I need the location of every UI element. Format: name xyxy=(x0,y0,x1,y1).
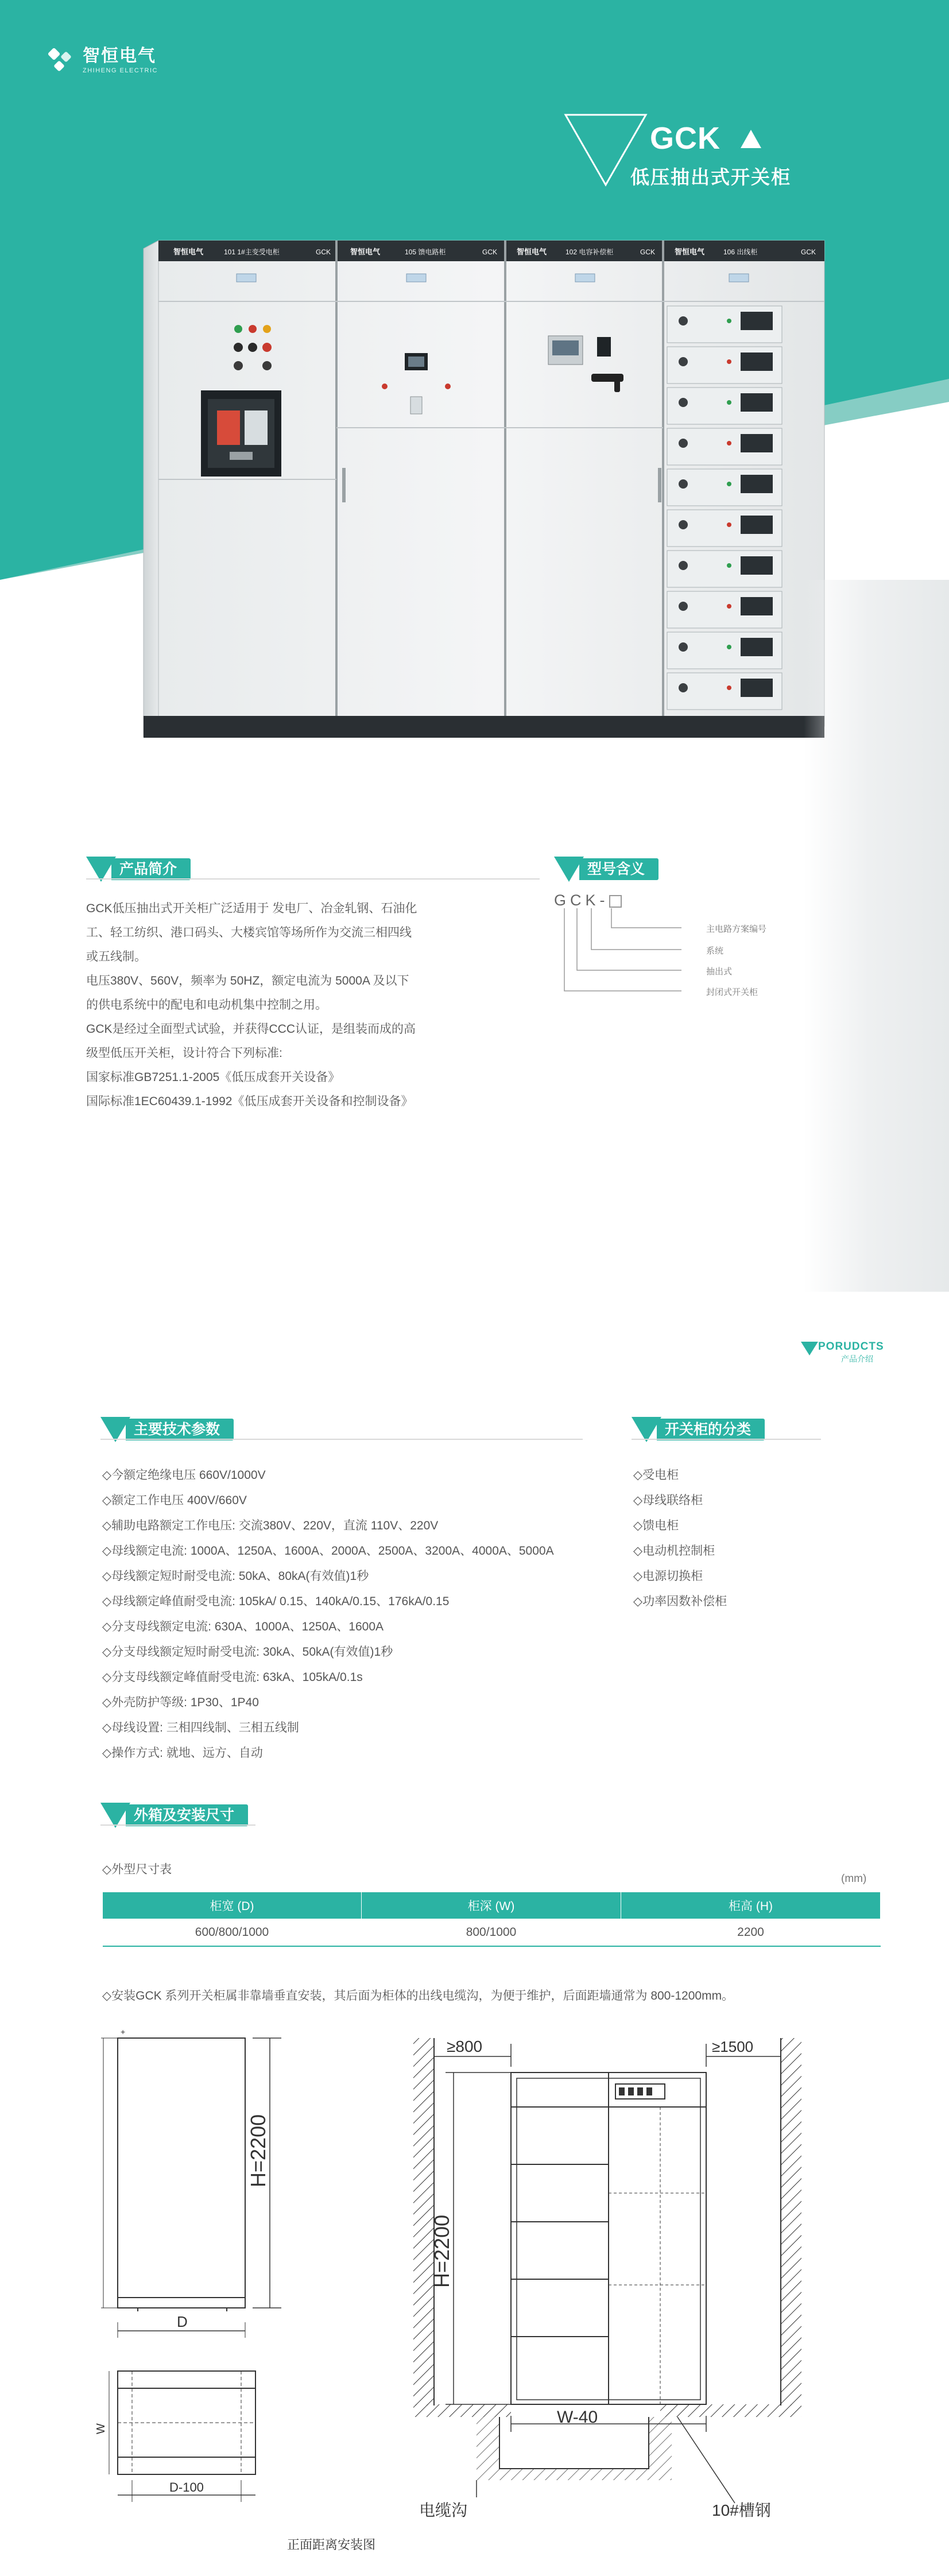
drawer-handle xyxy=(679,683,688,692)
product-title: GCK xyxy=(650,121,721,156)
channel-steel-label: 10#槽钢 xyxy=(712,2501,771,2519)
cabinet-label-1: 101 1#主变受电柜 xyxy=(224,248,280,256)
drawer-lamp xyxy=(727,685,731,690)
dimensions-heading-line xyxy=(100,1824,255,1826)
drawer-meter xyxy=(741,393,773,412)
install-height-label: H=2200 xyxy=(430,2214,454,2288)
param-item: ◇今额定绝缘电压 660V/1000V xyxy=(102,1469,266,1482)
params-heading-line xyxy=(100,1439,583,1440)
intro-text: GCK低压抽出式开关柜广泛适用于 发电厂、冶金轧钢、石油化 工、轻工纺织、港口码头、大楼宾馆等场所作为交流三相四线 或五线制。 电压380V、560V，频率为 50HZ，额定电流为 5000A 及以下 的供电系统中的配电和电动机集中控制之用。 GCK是经过全面型式试验，并获得CCC认证，是组装而成的高 级型低压开关柜，设计符合下列标准: 国家标准GB7251.1-2005《低压成套开关设备》 国际标准1EC60439.1-1992《低压成套开关设备和控制设备》 xyxy=(86,902,417,1108)
drawer-meter xyxy=(741,556,773,575)
drawer-meter xyxy=(741,638,773,656)
front-clearance: ≥800 xyxy=(447,2037,483,2055)
param-item: ◇母线额定峰值耐受电流: 105kA/ 0.15、140kA/0.15、176kA/0.15 xyxy=(102,1595,450,1608)
params-heading: 主要技术参数 xyxy=(100,1417,234,1442)
model-box-icon xyxy=(609,895,622,908)
dimensions-table xyxy=(102,1892,881,1947)
right-decor-stripe xyxy=(804,580,949,1292)
drawer-lamp xyxy=(727,563,731,568)
drawer-meter xyxy=(741,434,773,452)
cabinet-label-4: 106 出线柜 xyxy=(723,248,758,256)
svg-text:GCK: GCK xyxy=(801,248,816,256)
param-item: ◇分支母线额定电流: 630A、1000A、1250A、1600A xyxy=(102,1620,384,1633)
param-item: ◇分支母线额定峰值耐受电流: 63kA、105kA/0.1s xyxy=(102,1671,363,1684)
param-item: ◇母线额定短时耐受电流: 50kA、80kA(有效值)1秒 xyxy=(102,1570,369,1583)
drawer-handle xyxy=(679,520,688,529)
classification-heading-line xyxy=(632,1439,821,1440)
brand-mark-icon xyxy=(47,46,77,76)
drawer-handle xyxy=(679,357,688,366)
svg-text:GCK: GCK xyxy=(316,248,331,256)
svg-text:+: + xyxy=(121,2027,126,2036)
drawer-lamp xyxy=(727,645,731,649)
param-item: ◇额定工作电压 400V/660V xyxy=(102,1494,247,1507)
depth-label: D xyxy=(177,2313,188,2330)
model-label-3: 抽出式 xyxy=(706,967,733,977)
drawer-lamp xyxy=(727,482,731,486)
param-item: ◇辅助电路额定工作电压: 交流380V、220V，直流 110V、220V xyxy=(102,1519,439,1532)
drawer-meter xyxy=(741,312,773,330)
svg-text:智恒电气: 智恒电气 xyxy=(517,247,547,256)
cabinet-label-2: 105 馈电路柜 xyxy=(405,248,446,256)
model-label-4: 封闭式开关柜 xyxy=(706,987,758,997)
drawer-meter xyxy=(741,597,773,615)
table-unit: (mm) xyxy=(841,1873,867,1885)
table-row: 600/800/1000 800/1000 2200 xyxy=(103,1919,881,1947)
drawer-lamp xyxy=(727,441,731,446)
bottom-width-label: D-100 xyxy=(169,2480,204,2494)
front-elevation-drawing xyxy=(86,2021,376,2572)
classification-heading: 开关柜的分类 xyxy=(632,1417,765,1442)
model-heading: 型号含义 xyxy=(554,857,659,882)
class-item: ◇母线联络柜 xyxy=(633,1494,703,1507)
drawer-handle xyxy=(679,316,688,326)
height-label: H=2200 xyxy=(246,2114,270,2187)
brand-name-en: ZHIHENG ELECTRIC xyxy=(83,67,158,74)
svg-text:GCK: GCK xyxy=(482,248,498,256)
param-item: ◇外壳防护等级: 1P30、1P40 xyxy=(102,1696,259,1709)
svg-text:GCK: GCK xyxy=(640,248,656,256)
class-item: ◇受电柜 xyxy=(633,1469,679,1482)
drawer-lamp xyxy=(727,359,731,364)
drawer-meter xyxy=(741,516,773,534)
svg-text:智恒电气: 智恒电气 xyxy=(173,247,204,256)
inner-width-label: W-40 xyxy=(557,2408,598,2427)
model-leader-lines xyxy=(560,908,686,1001)
class-item: ◇电动机控制柜 xyxy=(633,1544,715,1558)
drawer-handle xyxy=(679,602,688,611)
classification-list xyxy=(633,1463,727,1614)
cabinet-photo xyxy=(144,238,821,738)
table-caption: ◇外型尺寸表 xyxy=(102,1863,172,1876)
params-list xyxy=(102,1463,554,1766)
drawer-handle xyxy=(679,479,688,489)
drawer-handle xyxy=(679,561,688,570)
class-item: ◇馈电柜 xyxy=(633,1519,679,1532)
install-note: ◇安装GCK 系列开关柜属非靠墙垂直安装，其后面为柜体的出线电缆沟，为便于维护，后面距墙通常为 800-1200mm。 xyxy=(102,1989,734,2002)
class-item: ◇电源切换柜 xyxy=(633,1570,703,1583)
model-label-1: 主电路方案编号 xyxy=(706,924,767,934)
dimensions-heading: 外箱及安装尺寸 xyxy=(100,1803,248,1828)
side-width-label: W xyxy=(95,2423,107,2434)
drawer-meter xyxy=(741,352,773,371)
rear-clearance: ≥1500 xyxy=(712,2038,754,2055)
drawer-lamp xyxy=(727,400,731,405)
svg-text:智恒电气: 智恒电气 xyxy=(675,247,705,256)
drawer-handle xyxy=(679,642,688,652)
drawer-lamp xyxy=(727,522,731,527)
product-subtitle: 低压抽出式开关柜 xyxy=(630,166,791,188)
drawing-caption: 正面距离安装图 xyxy=(287,2538,376,2552)
cabinet-label-3: 102 电容补偿柜 xyxy=(565,248,614,256)
drawer-meter xyxy=(741,679,773,697)
table-header-depth: 柜深 (W) xyxy=(362,1892,621,1919)
param-item: ◇母线设置: 三相四线制、三相五线制 xyxy=(102,1721,299,1734)
cable-trench-label: 电缆沟 xyxy=(419,2501,468,2519)
model-label-2: 系统 xyxy=(706,946,724,956)
products-triangle-icon xyxy=(801,1342,818,1357)
intro-heading-line xyxy=(86,878,540,880)
param-item: ◇分支母线额定短时耐受电流: 30kA、50kA(有效值)1秒 xyxy=(102,1645,393,1659)
model-code: GCK- xyxy=(554,892,622,909)
table-header-width: 柜宽 (D) xyxy=(103,1892,362,1919)
brand-name-cn: 智恒电气 xyxy=(83,47,156,65)
drawer-lamp xyxy=(727,604,731,609)
drawer-handle xyxy=(679,439,688,448)
brand-logo xyxy=(47,46,158,76)
drawer-handle xyxy=(679,398,688,407)
intro-heading: 产品简介 xyxy=(86,857,191,882)
param-item: ◇母线额定电流: 1000A、1250A、1600A、2000A、2500A、3200A、4000A、5000A xyxy=(102,1544,554,1558)
drawer-meter xyxy=(741,475,773,493)
class-item: ◇功率因数补偿柜 xyxy=(633,1595,727,1608)
side-install-drawing xyxy=(390,2021,861,2572)
svg-text:智恒电气: 智恒电气 xyxy=(350,247,381,256)
param-item: ◇操作方式: 就地、远方、自动 xyxy=(102,1746,263,1760)
drawer-lamp xyxy=(727,319,731,323)
table-header-height: 柜高 (H) xyxy=(621,1892,881,1919)
